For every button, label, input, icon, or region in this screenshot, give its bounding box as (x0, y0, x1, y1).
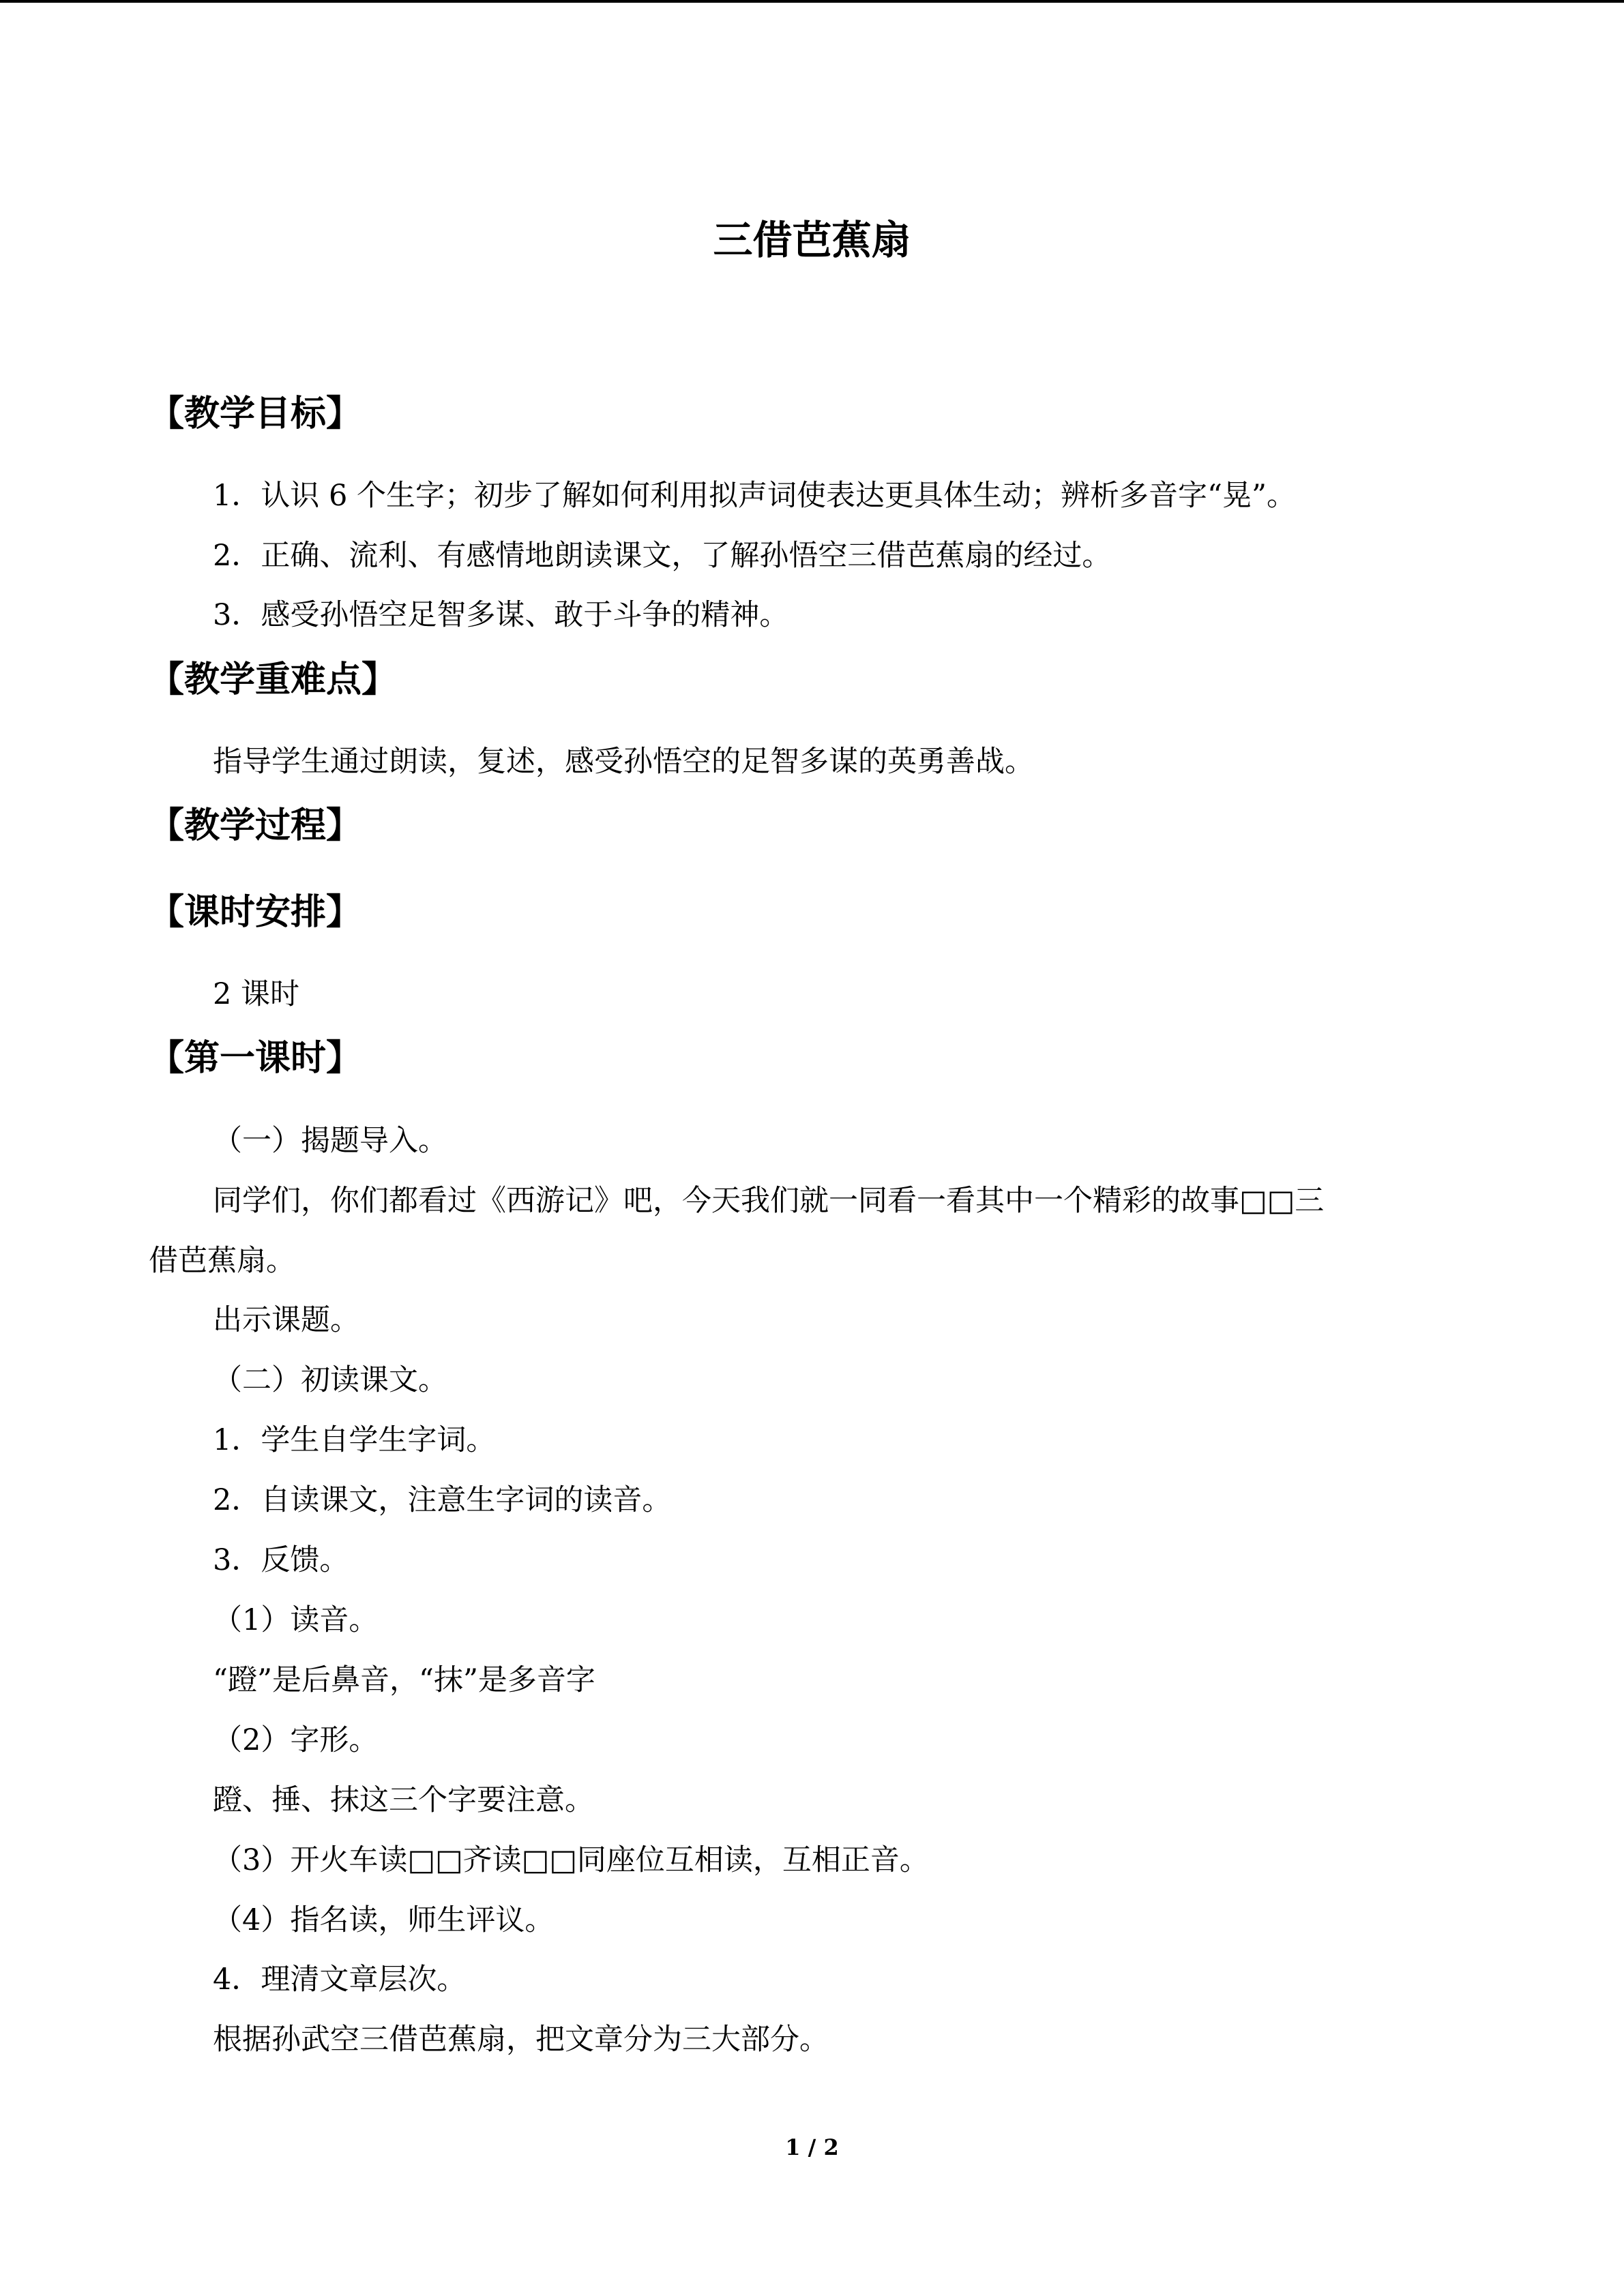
heading-lesson-one: 【第一课时】 (149, 1038, 362, 1079)
lesson-line-3: 借芭蕉扇。 (149, 1244, 295, 1278)
lesson-line-11: （2）字形。 (213, 1723, 379, 1757)
objective-item-3: 3．感受孙悟空足智多谋、敢于斗争的精神。 (213, 598, 789, 632)
heading-schedule: 【课时安排】 (149, 892, 362, 933)
lesson-line-8: 3．反馈。 (213, 1543, 349, 1577)
objective-item-2: 2．正确、流利、有感情地朗读课文，了解孙悟空三借芭蕉扇的经过。 (213, 539, 1112, 573)
heading-process: 【教学过程】 (149, 805, 362, 846)
lesson-line-16: 根据孙武空三借芭蕉扇，把文章分为三大部分。 (213, 2023, 829, 2057)
objective-item-1: 1．认识 6 个生字；初步了解如何利用拟声词使表达更具体生动；辨析多音字“晃”。 (213, 479, 1297, 513)
lesson-line-12: 蹬、捶、抹这三个字要注意。 (213, 1783, 594, 1817)
lesson-line-9: （1）读音。 (213, 1603, 379, 1637)
lesson-line-2: 同学们，你们都看过《西游记》吧，今天我们就一同看一看其中一个精彩的故事□□三 (213, 1184, 1325, 1218)
document-title: 三借芭蕉扇 (713, 217, 911, 263)
lesson-line-7: 2．自读课文，注意生字词的读音。 (213, 1483, 672, 1517)
lesson-line-13: （3）开火车读□□齐读□□同座位互相读，互相正音。 (213, 1843, 929, 1877)
top-border (0, 0, 1624, 3)
lesson-line-14: （4）指名读，师生评议。 (213, 1903, 555, 1937)
page-number: 1 / 2 (785, 2134, 839, 2160)
lesson-line-6: 1．学生自学生字词。 (213, 1423, 496, 1457)
lesson-line-4: 出示课题。 (213, 1303, 359, 1337)
schedule-text: 2 课时 (213, 977, 300, 1011)
heading-key-points: 【教学重难点】 (149, 659, 398, 700)
lesson-line-5: （二）初读课文。 (213, 1363, 447, 1397)
lesson-line-1: （一）揭题导入。 (213, 1124, 447, 1158)
lesson-line-10: “蹬”是后鼻音，“抹”是多音字 (213, 1663, 595, 1697)
key-points-text: 指导学生通过朗读，复述，感受孙悟空的足智多谋的英勇善战。 (213, 745, 1034, 779)
heading-objectives: 【教学目标】 (149, 393, 362, 434)
lesson-line-15: 4．理清文章层次。 (213, 1963, 467, 1997)
